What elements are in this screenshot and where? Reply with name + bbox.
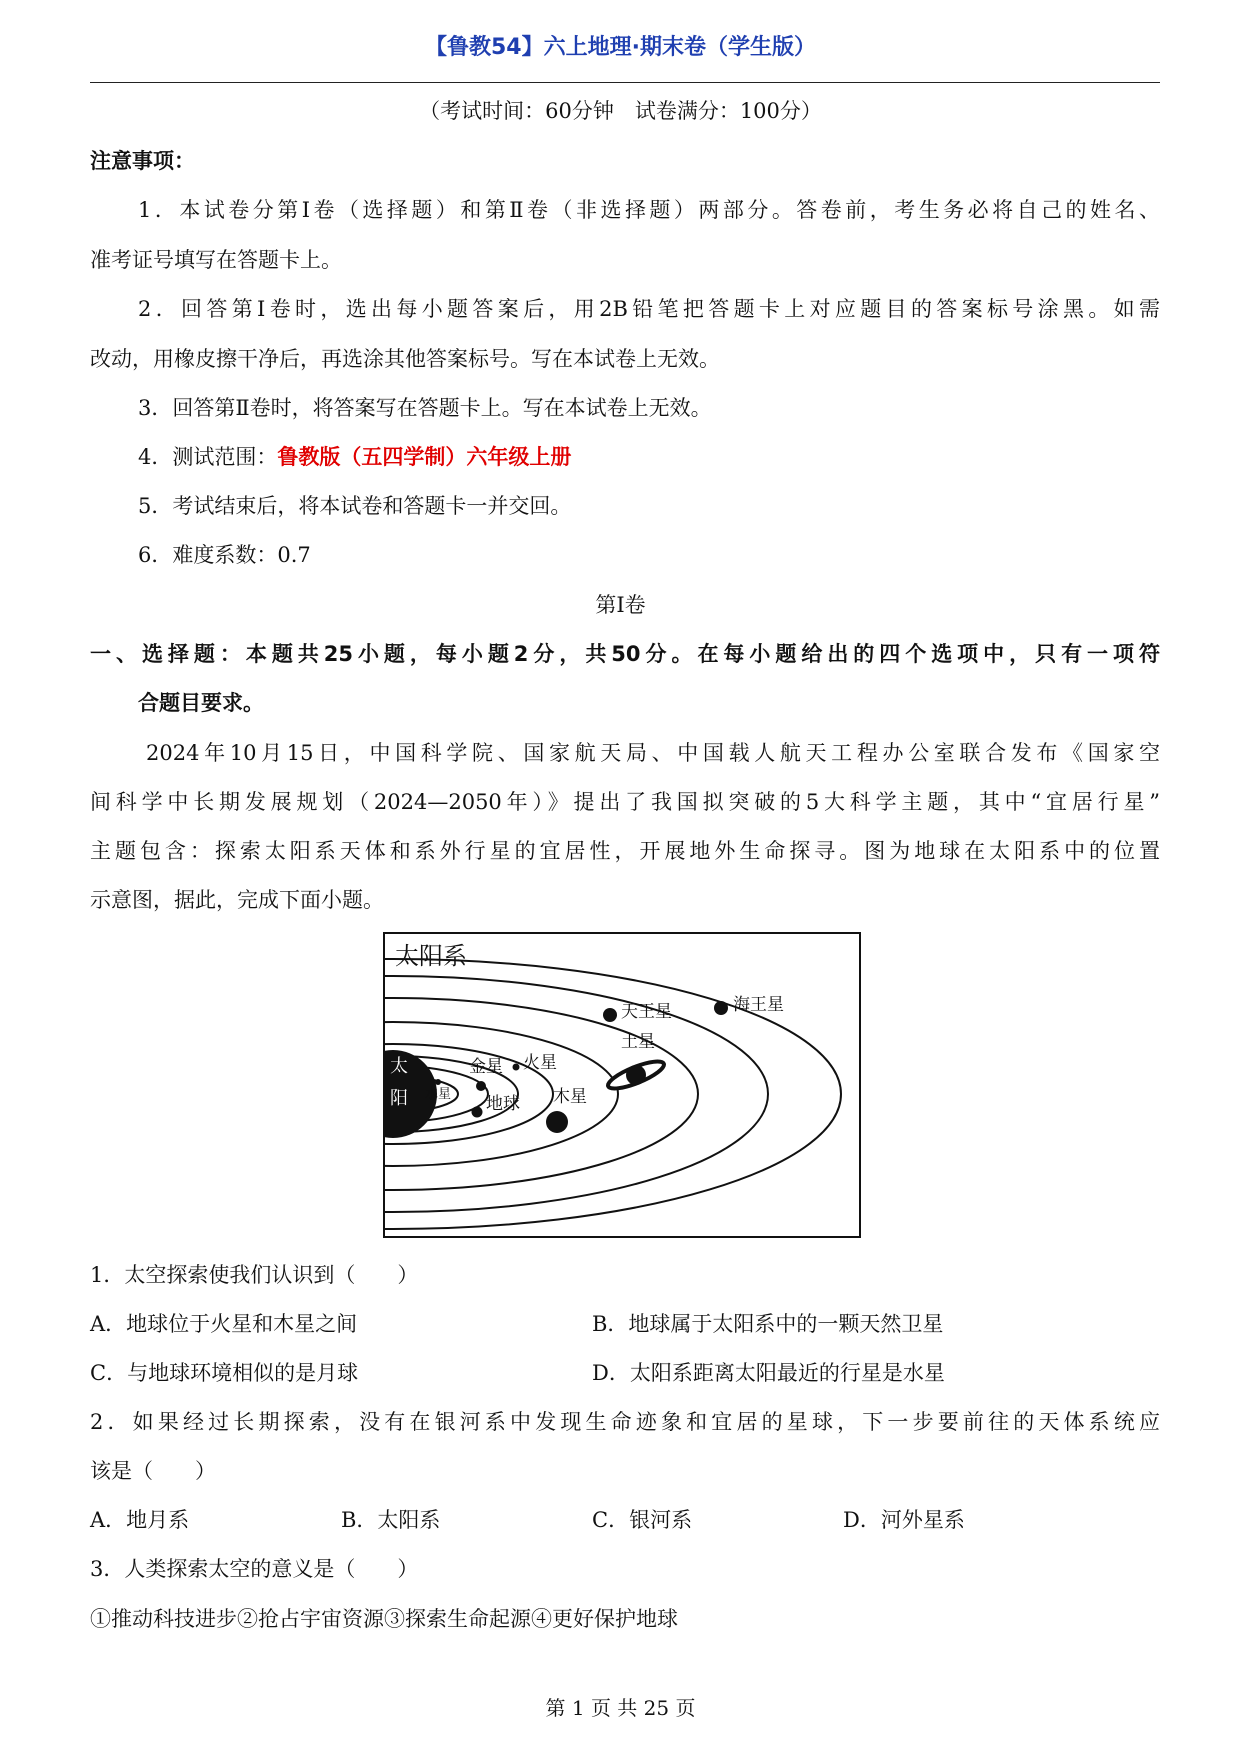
question-2-stem-line-2: 该是（ ） xyxy=(90,1459,216,1483)
notes-heading: 注意事项： xyxy=(90,149,195,173)
neptune-label: 海王星 xyxy=(733,995,784,1015)
note-item-2-line-2: 改动，用橡皮擦干净后，再选涂其他答案标号。写在本试卷上无效。 xyxy=(90,347,720,371)
question-1-option-b: B．地球属于太阳系中的一颗天然卫星 xyxy=(592,1312,944,1336)
sun-label-2: 阳 xyxy=(390,1088,408,1109)
test-scope-highlight: 鲁教版（五四学制）六年级上册 xyxy=(277,445,572,469)
earth-label: 地球 xyxy=(486,1094,520,1114)
note-item-4 xyxy=(138,442,571,472)
note-item-2-line-1: 2．回答第Ⅰ卷时，选出每小题答案后，用2B铅笔把答题卡上对应题目的答案标号涂黑。如需 xyxy=(138,297,1160,321)
header-divider xyxy=(90,82,1160,83)
exam-info: （考试时间：60分钟 试卷满分：100分） xyxy=(419,99,822,123)
neptune xyxy=(714,1001,728,1015)
mars xyxy=(513,1064,520,1071)
jupiter xyxy=(546,1111,568,1133)
question-1-option-a: A．地球位于火星和木星之间 xyxy=(90,1312,358,1336)
question-3-statements: ①推动科技进步②抢占宇宙资源③探索生命起源④更好保护地球 xyxy=(90,1607,678,1631)
note-item-1-line-1: 1．本试卷分第Ⅰ卷（选择题）和第Ⅱ卷（非选择题）两部分。答卷前，考生务必将自己的姓名、 xyxy=(138,198,1160,222)
question-2-option-a: A．地月系 xyxy=(90,1508,190,1532)
question-2-stem-line-1: 2．如果经过长期探索，没有在银河系中发现生命迹象和宜居的星球，下一步要前往的天体系统应 xyxy=(90,1410,1160,1434)
question-3-stem: 3．人类探索太空的意义是（ ） xyxy=(90,1557,419,1581)
passage-line-3: 主题包含：探索太阳系天体和系外行星的宜居性，开展地外生命探寻。图为地球在太阳系中的位置 xyxy=(90,839,1160,863)
passage-line-2: 间科学中长期发展规划（2024—2050年）》提出了我国拟突破的5大科学主题，其中“宜居行星” xyxy=(90,790,1160,814)
part-heading-line-2: 合题目要求。 xyxy=(138,691,264,715)
jupiter-label: 木星 xyxy=(553,1087,587,1107)
passage-line-1: 2024年10月15日，中国科学院、国家航天局、中国载人航天工程办公室联合发布《国家空 xyxy=(146,741,1160,765)
saturn-label: 土星 xyxy=(621,1032,655,1052)
question-1-option-d: D．太阳系距离太阳最近的行星是水星 xyxy=(592,1361,945,1385)
question-2-option-b: B．太阳系 xyxy=(341,1508,441,1532)
document-title: 【鲁教54】六上地理·期末卷（学生版） xyxy=(425,35,816,60)
part-heading-line-1: 一、选择题：本题共25小题，每小题2分，共50分。在每小题给出的四个选项中，只有一项符 xyxy=(90,642,1160,666)
question-2-option-c: C．银河系 xyxy=(592,1508,693,1532)
saturn xyxy=(626,1065,646,1085)
venus xyxy=(476,1081,486,1091)
volume-title: 第Ⅰ卷 xyxy=(595,593,646,617)
question-1-stem: 1．太空探索使我们认识到（ ） xyxy=(90,1263,419,1287)
earth xyxy=(472,1107,483,1118)
uranus xyxy=(603,1008,617,1022)
note-item-3: 3．回答第Ⅱ卷时，将答案写在答题卡上。写在本试卷上无效。 xyxy=(138,396,712,420)
page-footer: 第 1 页 共 25 页 xyxy=(545,1696,696,1720)
note-item-5: 5．考试结束后，将本试卷和答题卡一并交回。 xyxy=(138,494,572,518)
sun-label-1: 太 xyxy=(390,1056,408,1077)
mercury-label: 水星 xyxy=(425,1087,452,1102)
venus-label: 金星 xyxy=(469,1057,503,1077)
uranus-label: 天王星 xyxy=(621,1002,672,1022)
diagram-title: 太阳系 xyxy=(395,942,467,970)
question-1-option-c: C．与地球环境相似的是月球 xyxy=(90,1361,359,1385)
question-2-option-d: D．河外星系 xyxy=(843,1508,965,1532)
mars-label: 火星 xyxy=(523,1053,557,1073)
passage-line-4: 示意图，据此，完成下面小题。 xyxy=(90,888,384,912)
note-item-6: 6．难度系数：0.7 xyxy=(138,543,311,567)
note-item-4-prefix: 4．测试范围： xyxy=(138,445,278,469)
solar-system-diagram xyxy=(383,932,861,1238)
mercury xyxy=(435,1079,441,1085)
note-item-1-line-2: 准考证号填写在答题卡上。 xyxy=(90,248,342,272)
